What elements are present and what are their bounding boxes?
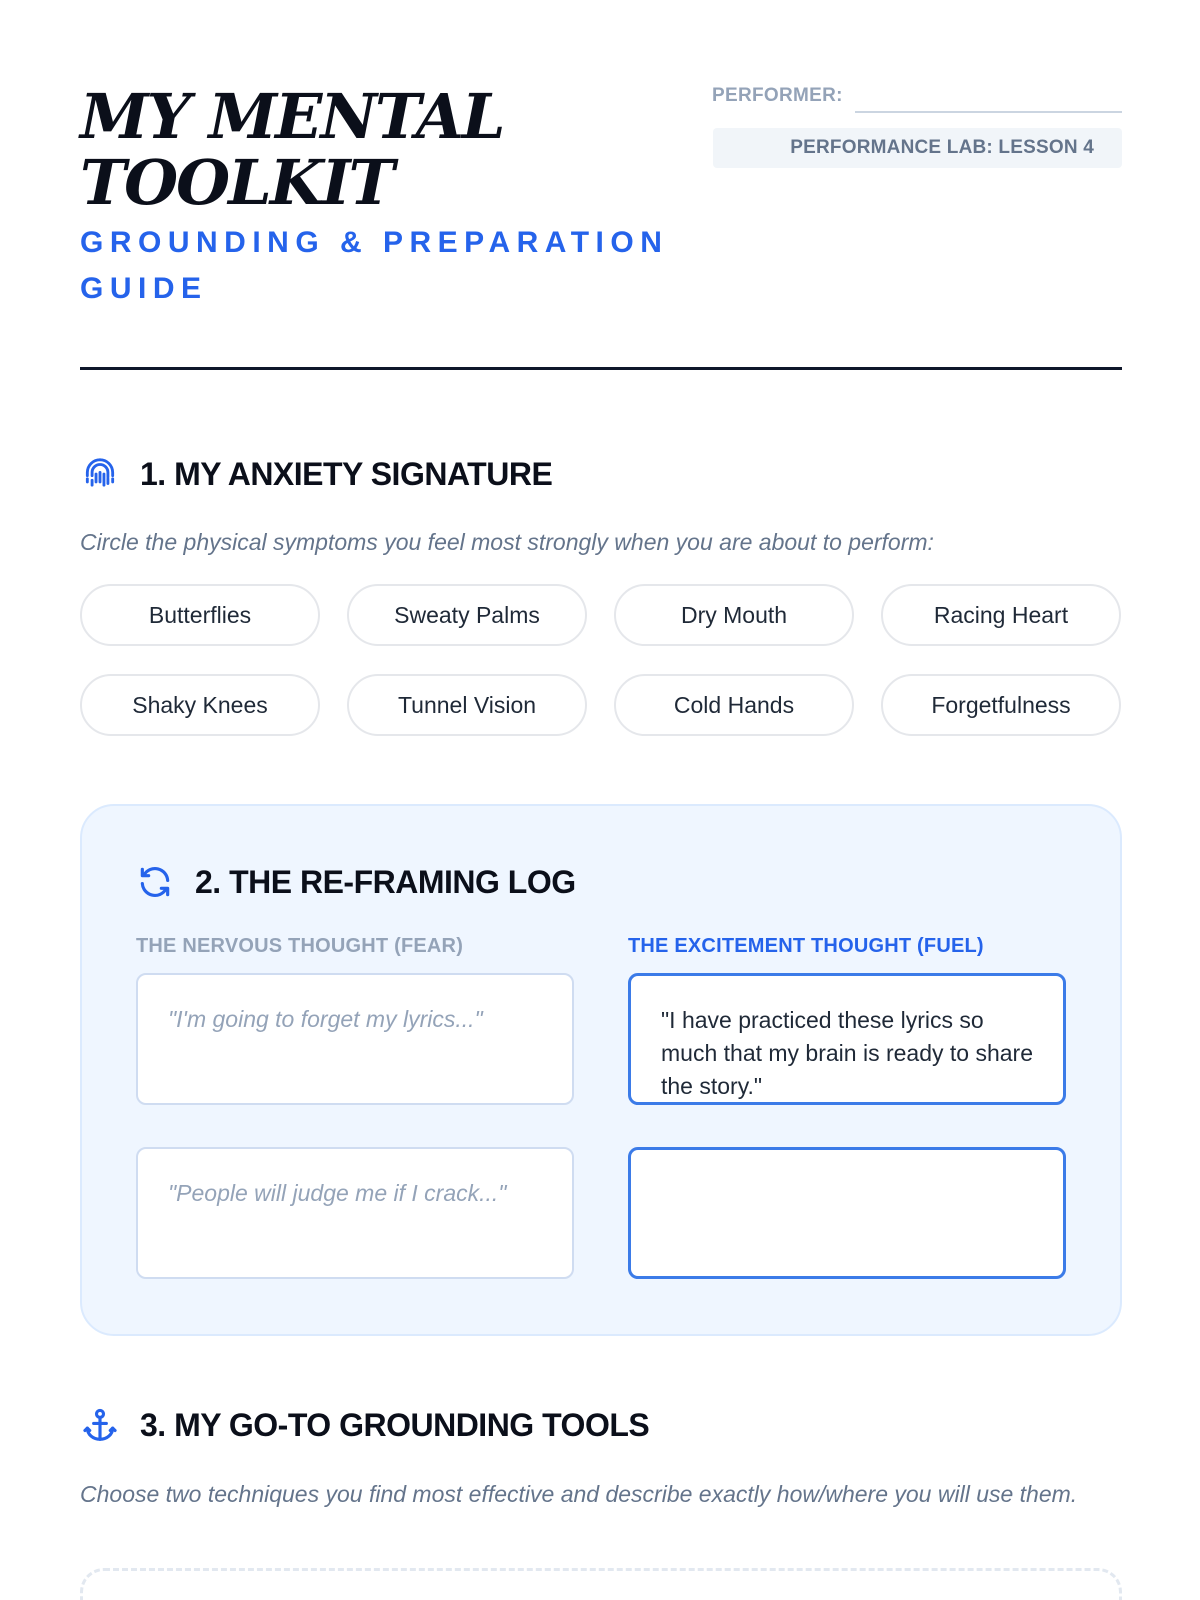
fuel-thought-box[interactable] [628,1147,1066,1279]
section-reframing-heading [135,862,576,902]
performer-label: PERFORMER: [712,85,843,106]
refresh-icon [135,862,175,902]
grounding-tool-card[interactable] [80,1568,1122,1600]
symptom-chip-grid [80,584,1122,736]
anchor-icon [80,1405,120,1445]
performer-name-field[interactable] [855,111,1122,113]
lesson-badge [713,128,1122,168]
symptom-chip[interactable]: Shaky Knees [80,674,320,736]
section-reframing-title: 2. THE RE-FRAMING LOG [195,863,576,900]
symptom-chip[interactable]: Cold Hands [614,674,854,736]
fingerprint-icon [80,454,120,494]
fuel-column-label: THE EXCITEMENT THOUGHT (FUEL) [628,935,984,957]
section-grounding-instruction: Choose two techniques you find most effective and describe exactly how/where you will use them. [80,1481,1078,1507]
section-grounding-tools-heading [80,1405,649,1445]
symptom-chip[interactable]: Tunnel Vision [347,674,587,736]
section-anxiety-signature-title: 1. MY ANXIETY SIGNATURE [140,455,553,492]
section-grounding-tools-title: 3. MY GO-TO GROUNDING TOOLS [140,1406,650,1443]
fear-thought-box[interactable]: "I'm going to forget my lyrics..." [136,973,574,1105]
symptom-chip[interactable]: Forgetfulness [881,674,1121,736]
section-anxiety-instruction: Circle the physical symptoms you feel most strongly when you are about to perform: [80,529,934,555]
fuel-thought-box[interactable]: "I have practiced these lyrics so much that my brain is ready to share the story." [628,973,1066,1105]
page-title: MY MENTAL TOOLKIT [80,80,504,219]
symptom-chip[interactable]: Racing Heart [881,584,1121,646]
page-subtitle: GROUNDING & PREPARATION GUIDE [80,226,669,305]
fear-column-label: THE NERVOUS THOUGHT (FEAR) [136,935,464,957]
symptom-chip[interactable]: Dry Mouth [614,584,854,646]
header-divider [80,367,1122,370]
section-anxiety-signature-heading [80,454,552,494]
symptom-chip[interactable]: Sweaty Palms [347,584,587,646]
symptom-chip[interactable]: Butterflies [80,584,320,646]
fear-thought-box[interactable]: "People will judge me if I crack..." [136,1147,574,1279]
lesson-badge-text: PERFORMANCE LAB: LESSON 4 [790,137,1094,158]
